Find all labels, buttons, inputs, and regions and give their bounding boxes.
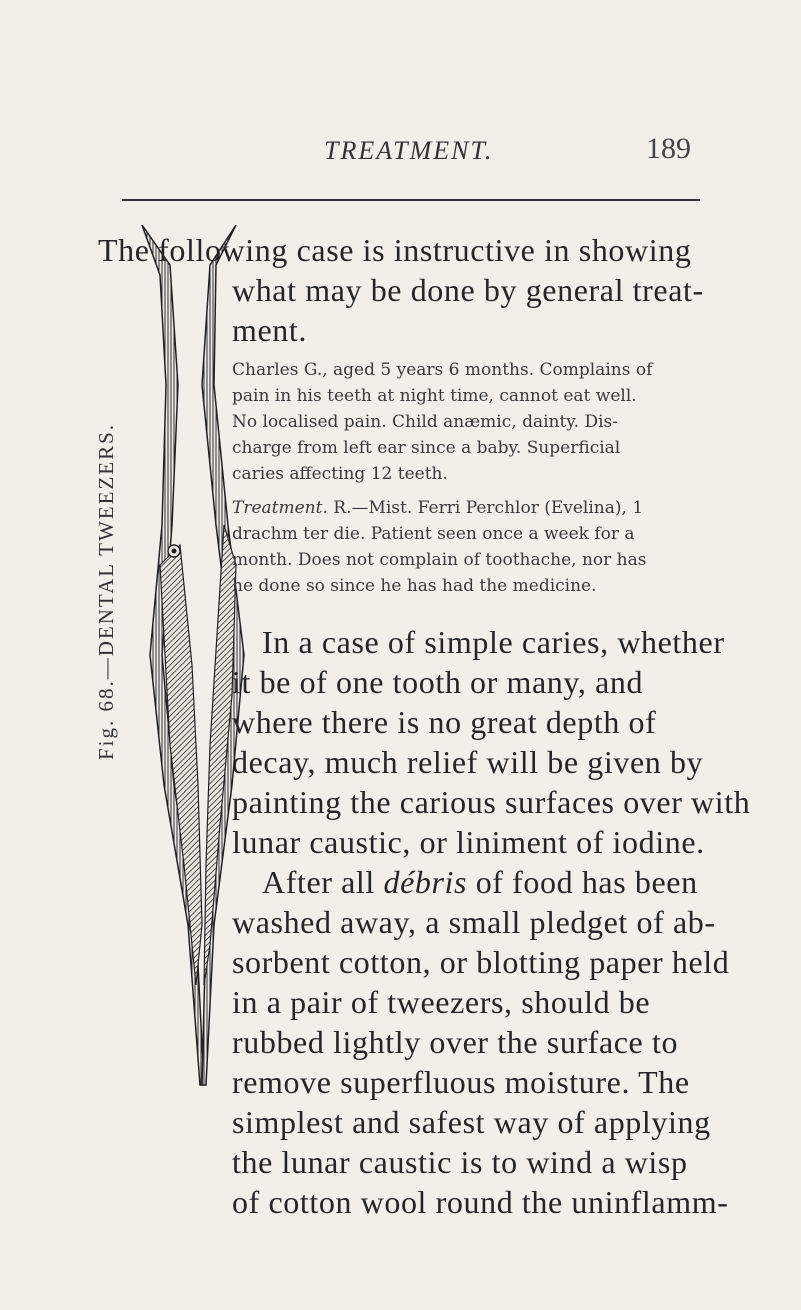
body-line: the lunar caustic is to wind a wisp <box>232 1144 688 1180</box>
header-rule <box>122 199 700 201</box>
case-note-line: charge from left ear since a baby. Superficial <box>232 438 621 458</box>
body-line: washed away, a small pledget of ab- <box>232 904 716 940</box>
after-all-prefix: After all <box>262 864 384 900</box>
debris-word: débris <box>383 864 468 900</box>
treatment-label: Treatment. <box>232 498 328 518</box>
case-note-line: No localised pain. Child anæmic, dainty. Dis- <box>232 412 618 432</box>
body-line: it be of one tooth or many, and <box>232 664 644 700</box>
treatment-text: R.—Mist. Ferri Perchlor (Evelina), 1 <box>327 498 644 518</box>
after-all-suffix: of food has been <box>467 864 698 900</box>
page-number: 189 <box>646 132 691 165</box>
body-line: simplest and safest way of applying <box>232 1104 711 1140</box>
intro-line: what may be done by general treat- <box>232 272 704 308</box>
body-line: rubbed lightly over the surface to <box>232 1024 679 1060</box>
running-head <box>0 126 801 176</box>
figure-caption: Fig. 68.—DENTAL TWEEZERS. <box>94 422 118 760</box>
case-note-line: Charles G., aged 5 years 6 months. Complains of <box>232 360 653 380</box>
case-note-line: pain in his teeth at night time, cannot eat well. <box>232 386 637 406</box>
running-title: TREATMENT. <box>324 136 494 165</box>
body-line: painting the carious surfaces over with <box>232 784 751 820</box>
body-line: of cotton wool round the uninflamm- <box>232 1184 729 1220</box>
treatment-line: drachm ter die. Patient seen once a week for a <box>232 524 635 544</box>
body-line: in a pair of tweezers, should be <box>232 984 651 1020</box>
body-line: In a case of simple caries, whether <box>262 624 725 660</box>
treatment-line <box>232 498 643 518</box>
case-note-line: caries affecting 12 teeth. <box>232 464 448 484</box>
body-line: decay, much relief will be given by <box>232 744 704 780</box>
body-line <box>262 864 698 901</box>
intro-line: The following case is instructive in showing <box>98 232 692 268</box>
body-line: where there is no great depth of <box>232 704 657 740</box>
treatment-line: month. Does not complain of toothache, nor has <box>232 550 647 570</box>
body-line: sorbent cotton, or blotting paper held <box>232 944 730 980</box>
intro-line: ment. <box>232 312 307 348</box>
body-line: lunar caustic, or liniment of iodine. <box>232 824 705 860</box>
treatment-line: he done so since he has had the medicine. <box>232 576 597 596</box>
body-line: remove superfluous moisture. The <box>232 1064 690 1100</box>
